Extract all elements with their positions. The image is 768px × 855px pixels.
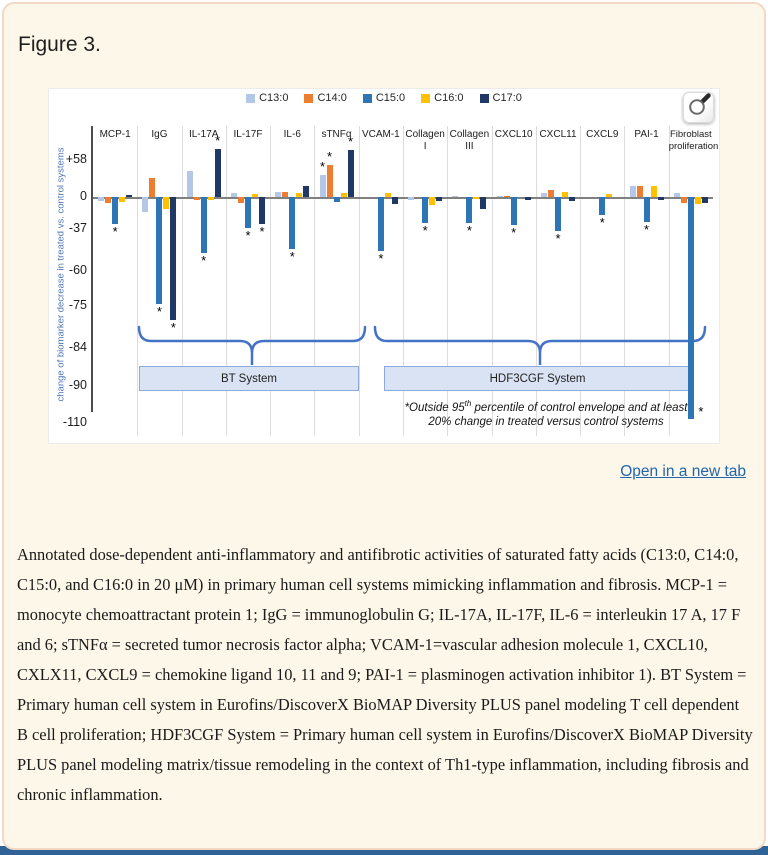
category-label: Collagen I [405, 129, 445, 152]
legend-item [421, 92, 463, 104]
bar-c15-0-collagen-iii [466, 197, 472, 223]
bar-c13-0-il-17a [187, 171, 193, 197]
bar-c13-0-igg [142, 197, 148, 212]
significance-star: * [215, 133, 221, 149]
bar-c16-0-cxcl9 [606, 194, 612, 197]
bar-c13-0-mcp-1 [98, 197, 104, 201]
bar-c14-0-fibroblast-proliferation [681, 197, 687, 203]
y-tick-label: -75 [68, 298, 87, 312]
significance-star: * [112, 223, 118, 239]
bar-c15-0-fibroblast-proliferation [688, 197, 694, 419]
bar-c14-0-cxcl11 [548, 190, 554, 197]
bar-c16-0-il-17a [208, 197, 214, 200]
legend-swatch-c15-0 [363, 94, 372, 103]
bar-c13-0-collagen-i [408, 197, 414, 200]
magnifier-button[interactable] [683, 92, 714, 123]
significance-star: * [698, 404, 704, 420]
bar-c17-0-mcp-1 [126, 195, 132, 197]
bar-c15-0-vcam-1 [378, 197, 384, 251]
bar-c17-0-cxcl11 [569, 197, 575, 201]
bar-c16-0-stnfα [341, 193, 347, 197]
significance-star: * [511, 224, 517, 240]
bar-c17-0-vcam-1 [392, 197, 398, 204]
bar-c13-0-il-17f [231, 193, 237, 197]
legend-swatch-c16-0 [421, 94, 430, 103]
bar-c15-0-cxcl9 [599, 197, 605, 215]
significance-footnote: *Outside 95th percentile of control envelope and at least 20% change in treated versus control systems [404, 399, 688, 429]
y-tick-label: -90 [68, 378, 87, 392]
bar-c17-0-il-6 [303, 186, 309, 197]
legend-item [480, 92, 522, 104]
bar-c13-0-cxcl11 [541, 193, 547, 197]
y-tick-label: -60 [68, 263, 87, 277]
bar-c17-0-cxcl10 [525, 197, 531, 200]
bar-c14-0-cxcl10 [504, 196, 510, 197]
bt-system-box [139, 366, 359, 391]
bar-c15-0-cxcl10 [511, 197, 517, 225]
bar-c15-0-stnfα [334, 197, 340, 202]
significance-star: * [320, 159, 326, 175]
bar-c16-0-igg [163, 197, 169, 209]
bar-c13-0-collagen-iii [452, 196, 458, 197]
bar-c14-0-il-17a [194, 197, 200, 200]
significance-star: * [422, 222, 428, 238]
bar-c15-0-mcp-1 [112, 197, 118, 224]
significance-star: * [466, 222, 472, 238]
bar-c17-0-stnfα [348, 150, 354, 197]
category-label: Collagen III [449, 129, 490, 152]
legend-swatch-c17-0 [480, 94, 489, 103]
hdf3cgf-system-label: HDF3CGF System [489, 372, 586, 385]
legend-item [363, 92, 405, 104]
figure-caption: Annotated dose-dependent anti-inflammatory and antifibrotic activities of saturated fatty acids (C13:0, C14:0, C15:0, and C16:0 in 20 μM) in primary human cell systems mimicking inflammation and fibrosis. MCP-1 = monocyte chemoattractant protein 1; IgG = immunoglobulin G; IL-17A, IL-17F, IL-6 = interleukin 17 A, 17 F and 6; sTNFα = secreted tumor necrosis factor alpha; VCAM-1=vascular adhesion molecule 1, CXCL10, CXLX11, CXCL9 = chemokine ligand 10, 11 and 9; PAI-1 = plasminogen activation inhibitor 1). BT System = Primary human cell system in Eurofins/DiscoverX BioMAP Diversity PLUS panel modeling T cell dependent B cell proliferation; HDF3CGF System = Primary human cell system in Eurofins/DiscoverX BioMAP Diversity PLUS panel modeling matrix/tissue remodeling in the context of Th1-type inflammation, including fibrosis and chronic inflammation. [17, 545, 753, 805]
bar-c13-0-pai-1 [630, 186, 636, 197]
bar-c15-0-pai-1 [644, 197, 650, 222]
magnifier-icon [687, 93, 711, 122]
bar-c16-0-cxcl11 [562, 192, 568, 197]
significance-star: * [555, 230, 561, 246]
category-label: VCAM-1 [361, 129, 400, 140]
category-label: MCP-1 [99, 129, 131, 140]
bar-c17-0-collagen-iii [480, 197, 486, 209]
legend-label: C15:0 [375, 92, 406, 104]
significance-star: * [327, 149, 333, 165]
category-label: CXCL9 [586, 129, 619, 140]
category-label: IL-6 [283, 129, 301, 140]
significance-star: * [259, 223, 265, 239]
open-in-new-tab-link[interactable]: Open in a new tab [620, 463, 746, 480]
bar-c16-0-collagen-iii [473, 197, 479, 199]
hdf3cgf-system-bracket [375, 327, 705, 365]
category-label: IL-17F [233, 129, 263, 140]
bar-c17-0-il-17f [259, 197, 265, 224]
bar-c16-0-pai-1 [651, 186, 657, 197]
bar-c17-0-il-17a [215, 149, 221, 197]
bar-c15-0-cxcl11 [555, 197, 561, 231]
bar-c16-0-il-6 [296, 193, 302, 197]
bt-system-label: BT System [220, 372, 278, 385]
bar-c16-0-collagen-i [429, 197, 435, 205]
bar-c13-0-stnfα [320, 175, 326, 197]
bar-c17-0-fibroblast-proliferation [702, 197, 708, 203]
y-tick-label: 0 [80, 189, 87, 203]
bar-c17-0-igg [170, 197, 176, 320]
bar-c17-0-pai-1 [658, 197, 664, 200]
bar-c14-0-il-6 [282, 192, 288, 197]
bar-c16-0-vcam-1 [385, 193, 391, 197]
category-label: CXCL11 [539, 129, 577, 140]
significance-star: * [599, 215, 605, 231]
chart-legend [49, 92, 719, 104]
bar-c16-0-mcp-1 [119, 197, 125, 202]
y-tick-label: -110 [62, 415, 87, 429]
y-tick-label: -84 [68, 340, 87, 354]
significance-star: * [156, 303, 162, 319]
bar-c14-0-mcp-1 [105, 197, 111, 203]
bar-c15-0-il-6 [289, 197, 295, 249]
significance-star: * [348, 133, 354, 149]
figure-label: Figure 3. [18, 33, 101, 56]
y-axis-line [91, 126, 93, 412]
category-label: CXCL10 [494, 129, 533, 140]
y-axis-title: change of biomarker decrease in treated vs. control systems [55, 147, 67, 402]
bar-c15-0-igg [156, 197, 162, 304]
category-label: sTNFα [321, 129, 352, 140]
y-tick-label: -37 [68, 221, 87, 235]
category-label: IgG [151, 129, 168, 140]
category-label: Fibroblast proliferation [668, 129, 719, 152]
legend-swatch-c13-0 [246, 94, 255, 103]
figure-image[interactable] [48, 88, 720, 444]
bar-c13-0-fibroblast-proliferation [674, 193, 680, 197]
hdf3cgf-system-box [384, 366, 691, 391]
bar-c13-0-il-6 [275, 192, 281, 197]
legend-label: C16:0 [434, 92, 464, 104]
bar-c13-0-cxcl10 [497, 196, 503, 197]
significance-star: * [289, 249, 295, 265]
legend-item [246, 92, 288, 104]
bar-c16-0-il-17f [252, 194, 258, 197]
category-label: IL-17A [188, 129, 219, 140]
zero-baseline [93, 197, 713, 199]
bar-c14-0-pai-1 [637, 186, 643, 197]
bar-c17-0-collagen-i [436, 197, 442, 201]
legend-item [304, 92, 346, 104]
legend-label: C13:0 [259, 92, 289, 104]
legend-swatch-c14-0 [304, 94, 313, 103]
significance-star: * [245, 228, 251, 244]
category-label: PAI-1 [634, 129, 659, 140]
legend-label: C14:0 [317, 92, 347, 104]
significance-star: * [170, 320, 176, 335]
significance-star: * [644, 222, 650, 238]
bar-c15-0-il-17f [245, 197, 251, 228]
bar-c15-0-collagen-i [422, 197, 428, 223]
y-tick-label: +58 [65, 152, 87, 166]
significance-star: * [378, 250, 384, 266]
legend-label: C17:0 [492, 92, 522, 104]
bar-c15-0-il-17a [201, 197, 207, 253]
bar-c16-0-fibroblast-proliferation [695, 197, 701, 204]
bar-c14-0-il-17f [238, 197, 244, 203]
significance-star: * [201, 252, 207, 268]
bar-c14-0-igg [149, 178, 155, 197]
